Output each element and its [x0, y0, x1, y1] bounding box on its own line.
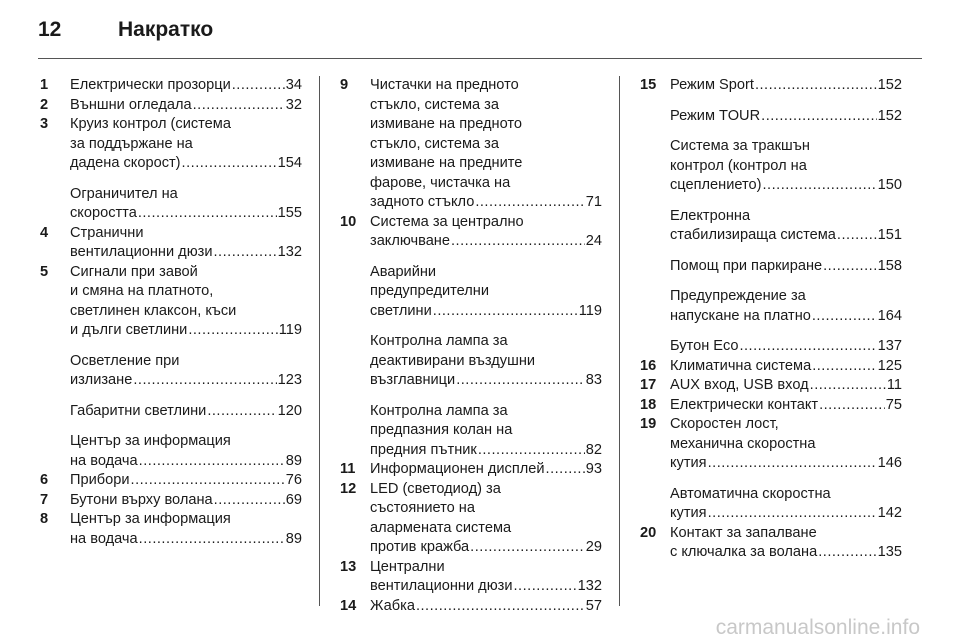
index-item — [640, 415, 902, 524]
index-entry — [670, 76, 902, 96]
entry-text: кутия — [670, 505, 707, 521]
index-item — [40, 491, 302, 511]
page-reference-link[interactable]: 75 — [885, 396, 902, 413]
index-item — [640, 76, 902, 357]
index-entry — [370, 332, 602, 391]
entry-text: стабилизираща система — [670, 227, 836, 243]
page-reference-link[interactable]: 120 — [277, 402, 302, 419]
page-reference-link[interactable]: 29 — [585, 539, 602, 555]
entry-text: с ключалка за волана — [670, 544, 818, 560]
item-number: 3 — [40, 116, 49, 132]
index-column-1 — [40, 76, 302, 549]
dot-leader — [761, 107, 877, 127]
entry-text: Център за информация — [70, 433, 231, 449]
entry-text: Електронна — [670, 207, 751, 224]
item-number: 2 — [40, 96, 49, 113]
page-reference-link[interactable]: 82 — [585, 441, 602, 458]
index-item — [40, 471, 302, 491]
item-number: 15 — [640, 77, 657, 93]
dot-leader — [818, 543, 876, 563]
page-reference-link[interactable]: 152 — [877, 107, 902, 124]
item-number: 11 — [340, 461, 356, 477]
index-entry — [370, 402, 602, 461]
index-entry — [70, 510, 302, 549]
entry-text: предния пътник — [370, 441, 477, 458]
index-entry — [670, 287, 902, 326]
column-divider — [319, 76, 320, 606]
index-item — [640, 376, 902, 396]
item-number: 8 — [40, 511, 49, 527]
item-number: 6 — [40, 472, 49, 488]
index-entry — [370, 558, 602, 597]
entry-text: измиване на предните — [370, 155, 523, 171]
entry-text: Жабка — [370, 597, 415, 614]
index-entry — [70, 185, 302, 224]
dot-leader — [214, 491, 285, 511]
entry-text: Странични — [70, 224, 144, 241]
dot-leader — [812, 357, 876, 377]
index-column-2 — [340, 76, 602, 616]
entry-text: вентилационни дюзи — [70, 244, 213, 260]
index-column-3 — [640, 76, 902, 563]
entry-text: предупредителни — [370, 283, 489, 299]
entry-text: Чистачки на предното — [370, 77, 519, 93]
entry-text: стъкло, система за — [370, 135, 499, 152]
item-number: 1 — [40, 77, 49, 93]
item-number: 12 — [340, 480, 357, 497]
page-reference-link[interactable]: 158 — [877, 257, 902, 274]
page-reference-link[interactable]: 155 — [277, 205, 302, 221]
index-item — [640, 396, 902, 416]
index-entry — [370, 213, 602, 252]
page-reference-link[interactable]: 76 — [285, 472, 302, 488]
item-number: 20 — [640, 524, 657, 541]
entry-text: светлини — [370, 302, 432, 319]
page-reference-link[interactable]: 93 — [585, 461, 602, 477]
page-reference-link[interactable]: 137 — [877, 338, 902, 354]
dot-leader — [433, 302, 578, 322]
index-entry — [70, 471, 302, 491]
entry-text: Прибори — [70, 472, 130, 488]
page-reference-link[interactable]: 123 — [277, 372, 302, 388]
entry-text: Предупреждение за — [670, 288, 806, 304]
entry-text: излизане — [70, 372, 133, 388]
index-entry — [370, 460, 602, 480]
page-reference-link[interactable]: 132 — [577, 578, 602, 594]
dot-leader — [207, 402, 276, 422]
item-number: 9 — [340, 77, 349, 93]
entry-text: Автоматична скоростна — [670, 485, 831, 502]
dot-leader — [131, 471, 285, 491]
entry-text: Режим Sport — [670, 77, 754, 93]
item-number: 18 — [640, 396, 657, 413]
entry-text: Режим TOUR — [670, 107, 761, 124]
index-entry — [670, 357, 902, 377]
entry-text: за поддържане на — [70, 135, 193, 152]
index-entry — [370, 597, 602, 617]
dot-leader — [139, 452, 285, 472]
entry-text: задното стъкло — [370, 194, 475, 210]
entry-text: измиване на предното — [370, 116, 523, 132]
index-entry — [670, 396, 902, 416]
index-item — [40, 76, 302, 96]
page-reference-link[interactable]: 34 — [285, 77, 302, 93]
entry-text: Сигнали при завой — [70, 263, 198, 280]
entry-text: алармената система — [370, 519, 512, 536]
dot-leader — [708, 504, 877, 524]
entry-text: Осветление при — [70, 352, 180, 369]
entry-text: светлинен клаксон, къси — [70, 302, 237, 319]
entry-text: предпазния колан на — [370, 422, 513, 438]
page-reference-link[interactable]: 119 — [278, 322, 302, 338]
page-title: Накратко — [118, 18, 214, 41]
entry-text: Информационен дисплей — [370, 461, 545, 477]
dot-leader — [819, 396, 885, 416]
page-reference-link[interactable]: 83 — [585, 372, 602, 388]
item-number: 17 — [640, 377, 657, 393]
watermark: carmanualsonline.info — [715, 616, 920, 639]
dot-leader — [739, 337, 876, 357]
entry-text: състоянието на — [370, 500, 475, 516]
page-reference-link[interactable]: 164 — [877, 307, 902, 324]
index-item — [340, 76, 602, 213]
dot-leader — [514, 577, 577, 597]
index-item — [340, 597, 602, 617]
index-entry — [670, 376, 902, 396]
item-number: 10 — [340, 213, 357, 230]
page-reference-link[interactable]: 24 — [585, 233, 602, 249]
page-header — [38, 18, 213, 48]
page-reference-link[interactable]: 125 — [877, 357, 902, 374]
page-reference-link[interactable]: 89 — [285, 452, 302, 469]
page-number: 12 — [38, 18, 62, 41]
index-entry — [70, 224, 302, 263]
dot-leader — [451, 232, 585, 252]
entry-text: скоростта — [70, 205, 137, 221]
page-reference-link[interactable]: 152 — [877, 77, 902, 93]
index-entry — [70, 402, 302, 422]
index-item — [40, 510, 302, 549]
entry-text: на водача — [70, 530, 138, 547]
entry-text: Система за централно — [370, 213, 524, 230]
entry-text: Система за тракшън — [670, 138, 810, 154]
index-entry — [70, 76, 302, 96]
index-entry — [670, 337, 902, 357]
entry-text: AUX вход, USB вход — [670, 377, 809, 393]
index-item — [40, 96, 302, 116]
dot-leader — [138, 204, 277, 224]
dot-leader — [232, 76, 285, 96]
page-reference-link[interactable]: 142 — [877, 505, 902, 521]
entry-text: вентилационни дюзи — [370, 578, 513, 594]
entry-text: деактивирани въздушни — [370, 352, 536, 369]
entry-text: Климатична система — [670, 357, 812, 374]
index-item — [640, 524, 902, 563]
index-entry — [70, 352, 302, 391]
index-entry — [70, 432, 302, 471]
page-reference-link[interactable]: 151 — [877, 227, 902, 243]
entry-text: стъкло, система за — [370, 96, 499, 113]
entry-text: Бутони върху волана — [70, 491, 213, 508]
page-reference-link[interactable]: 146 — [877, 455, 902, 471]
page-reference-link[interactable]: 57 — [585, 597, 602, 614]
index-entry — [370, 480, 602, 558]
entry-text: контрол (контрол на — [670, 157, 807, 174]
item-number: 19 — [640, 416, 657, 432]
entry-text: фарове, чистачка на — [370, 174, 511, 191]
entry-text: Круиз контрол (система — [70, 116, 231, 132]
dot-leader — [546, 460, 585, 480]
dot-leader — [456, 371, 585, 391]
entry-text: Център за информация — [70, 511, 231, 527]
dot-leader — [139, 530, 285, 550]
entry-text: механична скоростна — [670, 435, 816, 452]
page-reference-link[interactable]: 71 — [585, 194, 602, 210]
dot-leader — [810, 376, 886, 396]
page-reference-link[interactable]: 69 — [285, 491, 302, 508]
entry-text: Аварийни — [370, 263, 437, 280]
dot-leader — [214, 243, 277, 263]
page-reference-link[interactable]: 132 — [277, 244, 302, 260]
entry-text: Централни — [370, 558, 445, 575]
index-entry — [670, 207, 902, 246]
page-reference-link[interactable]: 135 — [877, 544, 902, 560]
entry-text: и дълги светлини — [70, 322, 188, 338]
dot-leader — [812, 307, 877, 327]
entry-text: Контакт за запалване — [670, 524, 817, 541]
item-number: 13 — [340, 558, 357, 575]
item-number: 16 — [640, 357, 657, 374]
entry-text: Помощ при паркиране — [670, 257, 823, 274]
index-entry — [670, 415, 902, 474]
index-entry — [670, 524, 902, 563]
index-item — [640, 357, 902, 377]
index-item — [340, 480, 602, 558]
index-item — [340, 213, 602, 461]
entry-text: Габаритни светлини — [70, 402, 207, 419]
index-entry — [670, 107, 902, 127]
item-number: 14 — [340, 597, 357, 614]
index-entry — [70, 263, 302, 341]
page-reference-link[interactable]: 32 — [285, 96, 302, 113]
entry-text: напускане на платно — [670, 307, 811, 324]
dot-leader — [188, 321, 277, 341]
index-item — [40, 263, 302, 472]
index-entry — [670, 257, 902, 277]
entry-text: Контролна лампа за — [370, 402, 508, 419]
index-item — [340, 558, 602, 597]
index-item — [340, 460, 602, 480]
entry-text: възглавници — [370, 372, 456, 388]
page-reference-link[interactable]: 119 — [578, 302, 602, 319]
dot-leader — [478, 441, 585, 461]
page-reference-link[interactable]: 150 — [877, 177, 902, 193]
entry-text: Контролна лампа за — [370, 333, 508, 349]
index-entry — [370, 263, 602, 322]
dot-leader — [837, 226, 877, 246]
entry-text: кутия — [670, 455, 707, 471]
dot-leader — [762, 176, 876, 196]
index-entry — [670, 485, 902, 524]
dot-leader — [755, 76, 877, 96]
dot-leader — [193, 96, 285, 116]
entry-text: Външни огледала — [70, 96, 192, 113]
index-entry — [70, 491, 302, 511]
dot-leader — [708, 454, 877, 474]
entry-text: и смяна на платното, — [70, 283, 214, 299]
entry-text: на водача — [70, 452, 138, 469]
entry-text: Електрически прозорци — [70, 77, 231, 93]
entry-text: заключване — [370, 233, 450, 249]
index-entry — [70, 96, 302, 116]
header-divider — [38, 58, 922, 59]
entry-text: Електрически контакт — [670, 396, 819, 413]
item-number: 4 — [40, 224, 49, 241]
dot-leader — [823, 257, 877, 277]
entry-text: Скоростен лост, — [670, 416, 779, 432]
column-divider — [619, 76, 620, 606]
entry-text: Ограничител на — [70, 185, 178, 202]
entry-text: Бутон Eco — [670, 338, 739, 354]
index-item — [40, 224, 302, 263]
entry-text: сцеплението) — [670, 177, 762, 193]
entry-text: против кражба — [370, 539, 470, 555]
index-item — [40, 115, 302, 224]
page-reference-link[interactable]: 11 — [886, 377, 902, 393]
page-reference-link[interactable]: 89 — [285, 530, 302, 547]
index-entry — [670, 137, 902, 196]
dot-leader — [416, 597, 585, 617]
page-reference-link[interactable]: 154 — [277, 155, 302, 171]
index-entry — [370, 76, 602, 213]
dot-leader — [475, 193, 584, 213]
dot-leader — [182, 154, 277, 174]
index-entry — [70, 115, 302, 174]
item-number: 7 — [40, 491, 49, 508]
entry-text: LED (светодиод) за — [370, 480, 501, 497]
dot-leader — [133, 371, 276, 391]
entry-text: дадена скорост) — [70, 155, 181, 171]
item-number: 5 — [40, 263, 49, 280]
dot-leader — [470, 538, 585, 558]
